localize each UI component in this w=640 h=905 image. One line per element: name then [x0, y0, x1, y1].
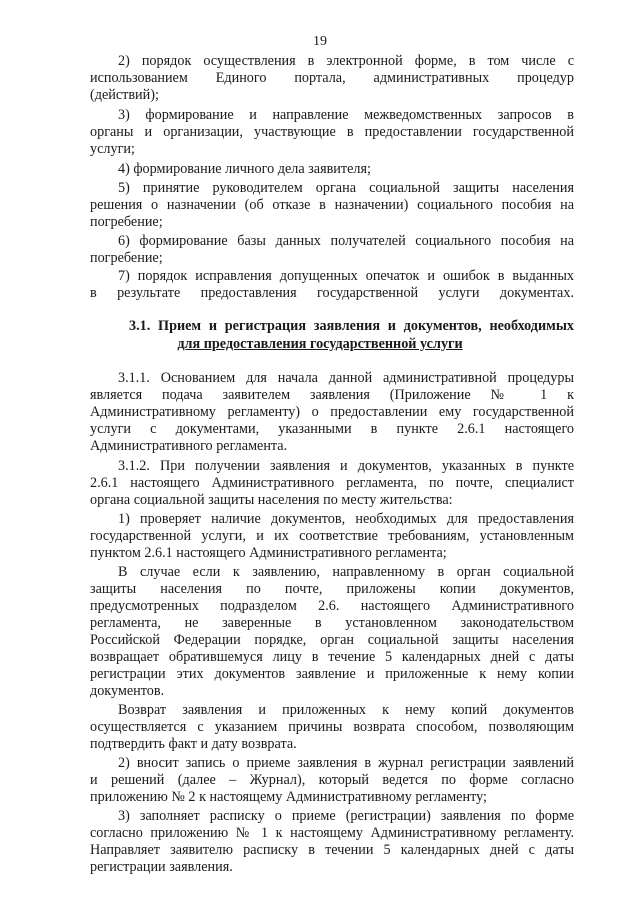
text-line: 6) формирование базы данных получателей социального пособия на: [118, 233, 574, 249]
text-line: услуги;: [90, 141, 135, 157]
text-line: услуги с документами, указанными в пункте 2.6.1 настоящего: [90, 421, 574, 437]
text-line: 1) проверяет наличие документов, необходимых для предоставления: [118, 511, 574, 527]
text-line: 2) вносит запись о приеме заявления в журнал регистрации заявлений: [118, 755, 574, 771]
text-line: 5) принятие руководителем органа социальной защиты населения: [118, 180, 574, 196]
text-line: документов.: [90, 683, 165, 699]
text-line: является подача заявителем заявления (Приложение № 1 к: [90, 387, 574, 403]
text-line: 4) формирование личного дела заявителя;: [118, 161, 371, 177]
text-line: 3.1.1. Основанием для начала данной административной процедуры: [118, 370, 574, 386]
section-heading-line-2: для предоставления государственной услуги: [177, 336, 463, 352]
text-line: Административному регламенту) о предоставлении ему государственной: [90, 404, 574, 420]
text-line: решения о назначении (об отказе в назначении) социального пособия на: [90, 197, 574, 213]
text-line: регистрации этих документов заявление и приложенные к нему копии: [90, 666, 574, 682]
text-line: и решений (далее – Журнал), который ведется по форме согласно: [90, 772, 574, 788]
text-line: Возврат заявления и приложенных к нему копий документов: [118, 702, 574, 718]
text-line: (действий);: [90, 87, 159, 103]
text-line: регистрации заявления.: [90, 859, 233, 875]
text-line: защиты населения по почте, приложены копии документов,: [90, 581, 574, 597]
text-line: Административного регламента.: [90, 438, 288, 454]
page-number: 19: [313, 34, 327, 49]
text-line: органа социальной защиты населения по месту жительства:: [90, 492, 453, 508]
text-line: 3) формирование и направление межведомственных запросов в: [118, 107, 574, 123]
text-line: государственной услуги, и их соответствие требованиям, установленным: [90, 528, 574, 544]
text-line: 3.1.2. При получении заявления и документов, указанных в пункте: [118, 458, 574, 474]
text-line: В случае если к заявлению, направленному в орган социальной: [118, 564, 574, 580]
text-line: погребение;: [90, 214, 163, 230]
text-line: в результате предоставления государственной услуги документах.: [90, 285, 574, 301]
text-line: Направляет заявителю расписку в течении 5 календарных дней с даты: [90, 842, 574, 858]
text-line: использованием Единого портала, административных процедур: [90, 70, 574, 86]
text-line: регламента, не заверенные в установленном законодательством: [90, 615, 574, 631]
text-line: 2) порядок осуществления в электронной форме, в том числе с: [118, 53, 574, 69]
text-line: предусмотренных подразделом 2.6. настоящего Административного: [90, 598, 574, 614]
text-line: 3) заполняет расписку о приеме (регистрации) заявления по форме: [118, 808, 574, 824]
text-line: 2.6.1 настоящего Административного регламента, по почте, специалист: [90, 475, 574, 491]
section-heading-line-1: 3.1. Прием и регистрация заявления и документов, необходимых: [129, 318, 574, 334]
text-line: подтвердить факт и дату возврата.: [90, 736, 297, 752]
text-line: органы и организации, участвующие в предоставлении государственной: [90, 124, 574, 140]
text-line: осуществляется с указанием причины возврата способом, позволяющим: [90, 719, 574, 735]
text-line: пунктом 2.6.1 настоящего Административного регламента;: [90, 545, 447, 561]
text-line: возвращает обратившемуся лицу в течение 5 календарных дней с даты: [90, 649, 574, 665]
text-line: согласно приложению № 1 к настоящему Административному регламенту.: [90, 825, 574, 841]
text-line: приложению № 2 к настоящему Административному регламенту;: [90, 789, 487, 805]
text-line: Российской Федерации порядке, орган социальной защиты населения: [90, 632, 574, 648]
text-line: погребение;: [90, 250, 163, 266]
text-line: 7) порядок исправления допущенных опечаток и ошибок в выданных: [118, 268, 574, 284]
